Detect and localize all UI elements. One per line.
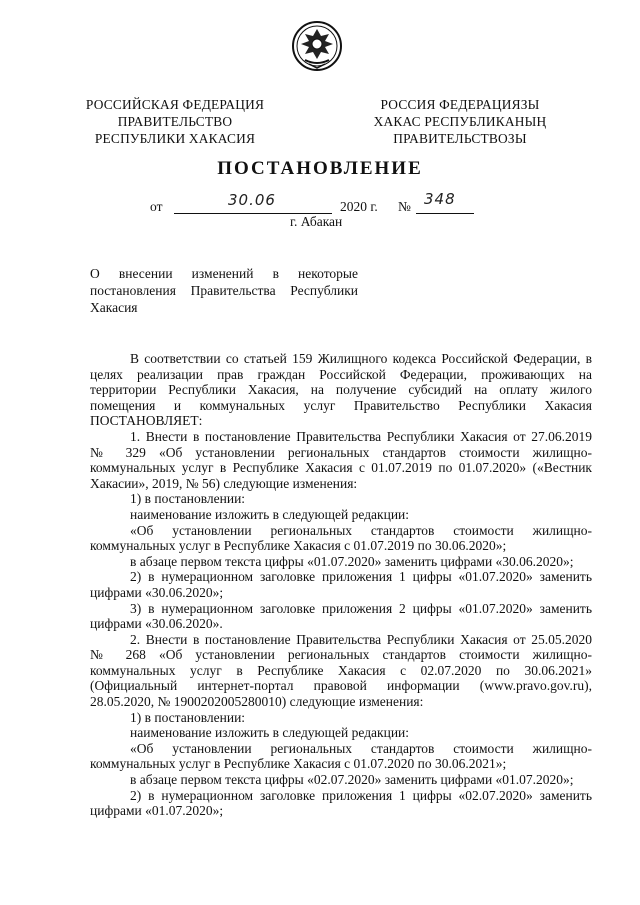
header-left xyxy=(70,96,280,147)
body-line: 2. Внести в постановление Правительства Республики Хакасия от 25.05.2020 xyxy=(130,631,592,647)
body-line: цифрами «30.06.2020». xyxy=(90,616,223,632)
number-sign: № xyxy=(398,199,411,214)
subject xyxy=(90,265,358,316)
body-line: наименование изложить в следующей редакции: xyxy=(130,506,410,522)
body-line: помещения и коммунальных услуг Правительство Республики Хакасия xyxy=(90,397,592,413)
document-title: ПОСТАНОВЛЕНИЕ xyxy=(217,158,423,179)
header-right xyxy=(350,96,570,147)
body-line: наименование изложить в следующей редакции: xyxy=(130,725,410,741)
subject-line: Хакасия xyxy=(90,300,138,315)
body-line: целях реализации прав граждан Российской Федерации, проживающих на xyxy=(90,366,592,382)
subject-line: постановления Правительства Республики xyxy=(90,283,358,298)
coat-of-arms-icon xyxy=(291,20,343,72)
body-line: (Официальный интернет-портал правовой информации (www.pravo.gov.ru), xyxy=(90,678,592,694)
document-body xyxy=(90,351,592,819)
header-left-line-3: РЕСПУБЛИКИ ХАКАСИЯ xyxy=(94,131,256,146)
body-line: коммунальных услуг в Республике Хакасия с 01.07.2019 по 30.06.2020»; xyxy=(90,538,507,554)
header-right-line-2: ХАКАС РЕСПУБЛИКАНЫҢ xyxy=(373,114,547,129)
body-line: 28.05.2020, № 1900202005280010) следующие изменения: xyxy=(90,694,424,710)
body-line: ПОСТАНОВЛЯЕТ: xyxy=(90,413,203,429)
body-line: «Об установлении региональных стандартов стоимости жилищно- xyxy=(130,522,592,538)
body-line: территории Республики Хакасия, на получение субсидий на оплату жилого xyxy=(90,382,592,398)
subject-line: О внесении изменений в некоторые xyxy=(90,266,358,281)
body-line: коммунальных услуг в Республике Хакасия с 01.07.2019 по 01.07.2020» («Вестник xyxy=(90,460,592,476)
body-line: Хакасии», 2019, № 56) следующие изменения: xyxy=(90,475,358,491)
body-line: в абзаце первом текста цифры «01.07.2020» заменить цифрами «30.06.2020»; xyxy=(130,553,574,569)
header-left-line-2: ПРАВИТЕЛЬСТВО xyxy=(117,114,233,129)
body-line: 2) в нумерационном заголовке приложения 1 цифры «01.07.2020» заменить xyxy=(130,569,592,585)
header-left-line-1: РОССИЙСКАЯ ФЕДЕРАЦИЯ xyxy=(85,97,265,112)
header-right-line-3: ПРАВИТЕЛЬСТВОЗЫ xyxy=(393,131,527,146)
body-line: 1) в постановлении: xyxy=(130,491,246,507)
body-line: № 329 «Об установлении региональных стандартов стоимости жилищно- xyxy=(90,444,592,460)
body-line: коммунальных услуг в Республике Хакасия с 02.07.2020 по 30.06.2021» xyxy=(90,662,592,678)
date-prefix: от xyxy=(150,199,163,214)
body-line: № 268 «Об установлении региональных стандартов стоимости жилищно- xyxy=(90,647,592,663)
body-line: коммунальных услуг в Республике Хакасия с 01.07.2020 по 30.06.2021»; xyxy=(90,756,507,772)
body-line: 3) в нумерационном заголовке приложения 2 цифры «01.07.2020» заменить xyxy=(130,600,592,616)
date-handwritten: 30.06 xyxy=(228,191,276,209)
body-line: «Об установлении региональных стандартов стоимости жилищно- xyxy=(130,740,592,756)
body-line: цифрами «01.07.2020»; xyxy=(90,803,224,819)
city: г. Абакан xyxy=(290,214,343,229)
body-line: в абзаце первом текста цифры «02.07.2020» заменить цифрами «01.07.2020»; xyxy=(130,772,574,788)
number-handwritten: 348 xyxy=(424,190,456,208)
header-right-line-1: РОССИЯ ФЕДЕРАЦИЯЗЫ xyxy=(380,97,540,112)
body-line: цифрами «30.06.2020»; xyxy=(90,584,224,600)
body-line: 1) в постановлении: xyxy=(130,709,246,725)
body-line: В соответствии со статьей 159 Жилищного кодекса Российской Федерации, в xyxy=(130,351,592,366)
body-line: 2) в нумерационном заголовке приложения 1 цифры «02.07.2020» заменить xyxy=(130,787,592,803)
date-year: 2020 г. xyxy=(340,199,378,214)
body-line: 1. Внести в постановление Правительства Республики Хакасия от 27.06.2019 xyxy=(130,428,592,444)
